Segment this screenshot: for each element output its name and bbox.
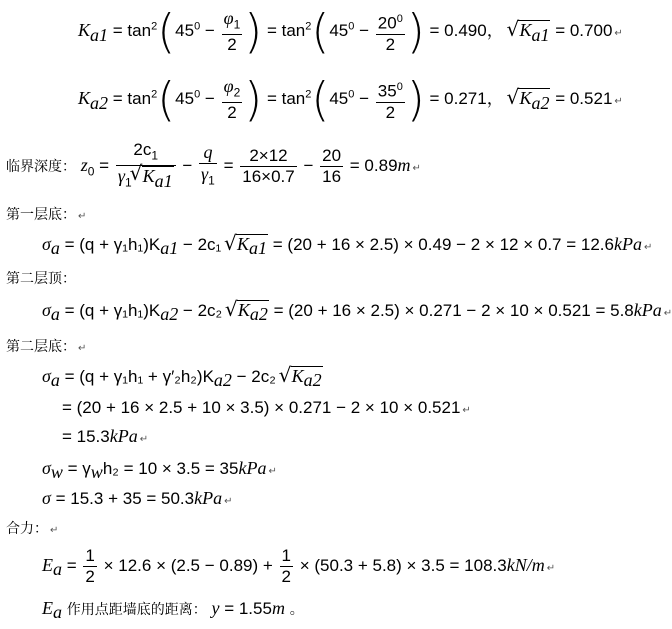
- angle: 45: [175, 21, 195, 41]
- den: 2: [281, 567, 291, 586]
- result: = 0.521: [555, 89, 613, 109]
- sub: a1: [531, 24, 550, 45]
- total-pressure: [42, 488, 232, 509]
- return-mark: ↵: [643, 242, 653, 253]
- return-mark: ↵: [224, 496, 233, 507]
- eq-sign: =: [266, 21, 277, 41]
- num: 2c: [133, 140, 152, 159]
- den: 2: [385, 34, 396, 54]
- deg: 0: [396, 12, 403, 25]
- numeric: × 12.6 × (2.5 − 0.89) +: [103, 555, 273, 575]
- return-mark: ↵: [412, 162, 421, 174]
- eq-sign: =: [66, 555, 77, 575]
- q: q: [203, 142, 213, 163]
- result: = 0.490，: [429, 21, 504, 41]
- exp: 2: [151, 88, 158, 101]
- sub: a2: [160, 304, 179, 325]
- phi: φ: [223, 8, 234, 28]
- eq-sign: =: [112, 21, 123, 41]
- unit: kPa: [194, 488, 223, 508]
- unit: kPa: [633, 300, 662, 320]
- layer2-top-label: [6, 268, 76, 288]
- sigma: σ: [42, 366, 51, 386]
- lparen: (: [311, 72, 330, 127]
- sub: w: [50, 462, 63, 483]
- rparen: ): [406, 72, 425, 127]
- numeric: h₂ = 10 × 3.5 = 35: [102, 459, 239, 478]
- den: 16×0.7: [242, 166, 295, 186]
- sqrt: [226, 234, 268, 259]
- deg: 0: [396, 80, 403, 93]
- return-mark: ↵: [50, 525, 59, 536]
- numeric: = 15.3: [62, 427, 110, 446]
- angle: 45: [175, 89, 195, 109]
- minus: −: [204, 21, 215, 41]
- frac-num2: [320, 146, 343, 187]
- return-mark: ↵: [78, 211, 87, 222]
- gamma: γ: [201, 164, 209, 185]
- phi: φ: [223, 76, 234, 96]
- return-mark: ↵: [78, 343, 87, 354]
- deg: 0: [194, 88, 201, 101]
- numeric: = 15.3 + 35 = 50.3: [55, 489, 195, 508]
- sub: a2: [90, 92, 109, 113]
- unit: m: [397, 154, 411, 175]
- sub: a1: [249, 238, 268, 259]
- sqrt: [132, 166, 174, 192]
- return-mark: ↵: [614, 28, 623, 40]
- frac-q: [199, 142, 217, 190]
- numeric: = 1.55: [224, 599, 272, 618]
- sub: a: [50, 304, 60, 325]
- sub: 1: [124, 175, 132, 190]
- layer2-bottom-line3: [62, 426, 148, 447]
- sub: 1: [208, 173, 215, 188]
- sigma: σ: [42, 300, 51, 320]
- sub: a: [53, 602, 62, 623]
- label: 第二层顶：: [6, 271, 76, 287]
- gamma: γ: [117, 166, 125, 187]
- sub: 1: [151, 148, 159, 163]
- eq-sign: =: [223, 155, 234, 175]
- sym-k: K: [519, 88, 532, 109]
- den: 2: [227, 35, 237, 55]
- sym-e: E: [42, 554, 53, 575]
- sqrt: [508, 20, 550, 45]
- phi-sub: 2: [233, 85, 241, 100]
- return-mark: ↵: [546, 562, 556, 574]
- exp: 2: [151, 20, 158, 33]
- layer2-bottom-label: [6, 336, 86, 356]
- sub: a2: [249, 304, 268, 325]
- den: 2: [227, 103, 237, 123]
- label: 合力：: [6, 521, 48, 537]
- lparen: (: [157, 4, 176, 59]
- water-pressure: [42, 458, 277, 483]
- num: 1: [281, 546, 291, 565]
- layer2-bottom-eq: [42, 366, 323, 391]
- label: 第二层底：: [6, 339, 76, 355]
- result: = 0.89: [349, 155, 398, 175]
- num: 35: [377, 81, 397, 101]
- minus: −: [204, 89, 215, 109]
- frac-half: [83, 546, 96, 587]
- sym-k: K: [78, 20, 91, 41]
- rparen: ): [244, 4, 263, 59]
- formula: = (q + γ₁h₁)K: [64, 235, 161, 254]
- exp: 2: [305, 88, 312, 101]
- den: 2: [85, 567, 95, 586]
- numeric: = (20 + 16 × 2.5) × 0.271 − 2 × 10 × 0.521 = 5.8: [273, 301, 634, 320]
- sub: a2: [531, 92, 550, 113]
- label: 第一层底：: [6, 207, 76, 223]
- formula: = γ: [67, 459, 91, 478]
- resultant-eq: [42, 546, 555, 587]
- result: = 0.700: [555, 21, 613, 41]
- eq-ka1: [78, 4, 623, 59]
- frac-val: [376, 9, 405, 55]
- frac-c1: [116, 140, 176, 193]
- formula: − 2c₁: [178, 235, 222, 254]
- minus: −: [303, 155, 314, 175]
- rparen: ): [406, 4, 425, 59]
- numeric: = (20 + 16 × 2.5) × 0.49 − 2 × 12 × 0.7 = 12.6: [272, 235, 614, 254]
- exp: 2: [305, 20, 312, 33]
- sigma: σ: [42, 458, 51, 478]
- sub: a2: [303, 370, 322, 391]
- sym-z: z: [80, 154, 88, 175]
- minus: −: [182, 155, 193, 175]
- num: 1: [85, 546, 95, 565]
- sym-k: K: [142, 166, 155, 187]
- label: 作用点距墙底的距离：: [66, 602, 207, 618]
- formula: = (q + γ₁h₁)K: [64, 301, 161, 320]
- sub: a: [50, 370, 60, 391]
- frac-half: [280, 546, 293, 587]
- unit: kPa: [109, 426, 138, 446]
- return-mark: ↵: [614, 96, 623, 108]
- unit: kN/m: [506, 554, 545, 575]
- sym-k: K: [237, 300, 250, 320]
- sym-k: K: [237, 234, 250, 254]
- sym-y: y: [211, 598, 220, 618]
- sub: w: [90, 462, 103, 483]
- sigma: σ: [42, 234, 51, 254]
- eq-sign: =: [266, 89, 277, 109]
- sub: a2: [213, 370, 232, 391]
- eq-sign: =: [99, 155, 110, 175]
- frac-phi: [222, 8, 243, 55]
- unit: m: [271, 598, 285, 618]
- sqrt: [508, 88, 550, 113]
- result: = 0.271，: [429, 89, 504, 109]
- tan-fn: tan: [127, 89, 152, 109]
- minus: −: [359, 89, 370, 109]
- return-mark: ↵: [268, 466, 277, 477]
- minus: −: [359, 21, 370, 41]
- period: 。: [289, 602, 304, 618]
- deg: 0: [348, 88, 355, 101]
- sigma: σ: [42, 488, 51, 508]
- return-mark: ↵: [139, 434, 149, 445]
- layer2-top-eq: [42, 300, 672, 325]
- return-mark: ↵: [663, 308, 672, 319]
- sym-k: K: [78, 88, 91, 109]
- unit: kPa: [613, 234, 642, 254]
- return-mark: ↵: [462, 405, 471, 416]
- tan-fn: tan: [281, 89, 306, 109]
- num: 20: [322, 145, 342, 165]
- unit: kPa: [238, 458, 267, 478]
- phi-sub: 1: [233, 17, 241, 32]
- sym-k: K: [291, 366, 304, 386]
- layer2-bottom-line2: [62, 398, 471, 418]
- sym-k: K: [519, 20, 532, 41]
- rparen: ): [244, 72, 263, 127]
- sqrt: [281, 366, 323, 391]
- deg: 0: [348, 20, 355, 33]
- sub: a: [50, 238, 60, 259]
- frac-num1: [240, 146, 296, 187]
- label: 临界深度：: [6, 158, 76, 175]
- formula: − 2c₂: [231, 367, 276, 386]
- tan-fn: tan: [281, 21, 306, 41]
- frac-val: [376, 77, 405, 123]
- sub: a: [53, 559, 62, 580]
- tan-fn: tan: [127, 21, 152, 41]
- lparen: (: [157, 72, 176, 127]
- sub: a1: [160, 238, 179, 259]
- formula: − 2c₂: [178, 301, 223, 320]
- num: 2×12: [240, 146, 296, 167]
- layer1-bottom-label: [6, 204, 86, 224]
- eq-sign: =: [112, 89, 123, 109]
- layer1-bottom-eq: [42, 234, 652, 259]
- angle: 45: [329, 89, 349, 109]
- sub: a1: [154, 170, 173, 191]
- eq-ka2: [78, 72, 623, 127]
- sym-e: E: [42, 598, 53, 618]
- numeric: × (50.3 + 5.8) × 3.5 = 108.3: [299, 555, 507, 575]
- resultant-label: [6, 518, 58, 538]
- den: 2: [385, 102, 396, 122]
- sub: 0: [87, 164, 95, 179]
- deg: 0: [194, 20, 201, 33]
- lparen: (: [311, 4, 330, 59]
- frac-phi: [222, 76, 243, 123]
- sqrt: [227, 300, 269, 325]
- numeric: = (20 + 16 × 2.5 + 10 × 3.5) × 0.271 − 2 × 10 × 0.521: [62, 398, 461, 417]
- critical-depth: [6, 140, 421, 193]
- sub: a1: [90, 24, 109, 45]
- formula: = (q + γ₁h₁ + γ′₂h₂)K: [64, 367, 214, 386]
- den: 16: [322, 166, 342, 186]
- num: 20: [377, 13, 397, 33]
- angle: 45: [329, 21, 349, 41]
- distance-line: [42, 598, 304, 623]
